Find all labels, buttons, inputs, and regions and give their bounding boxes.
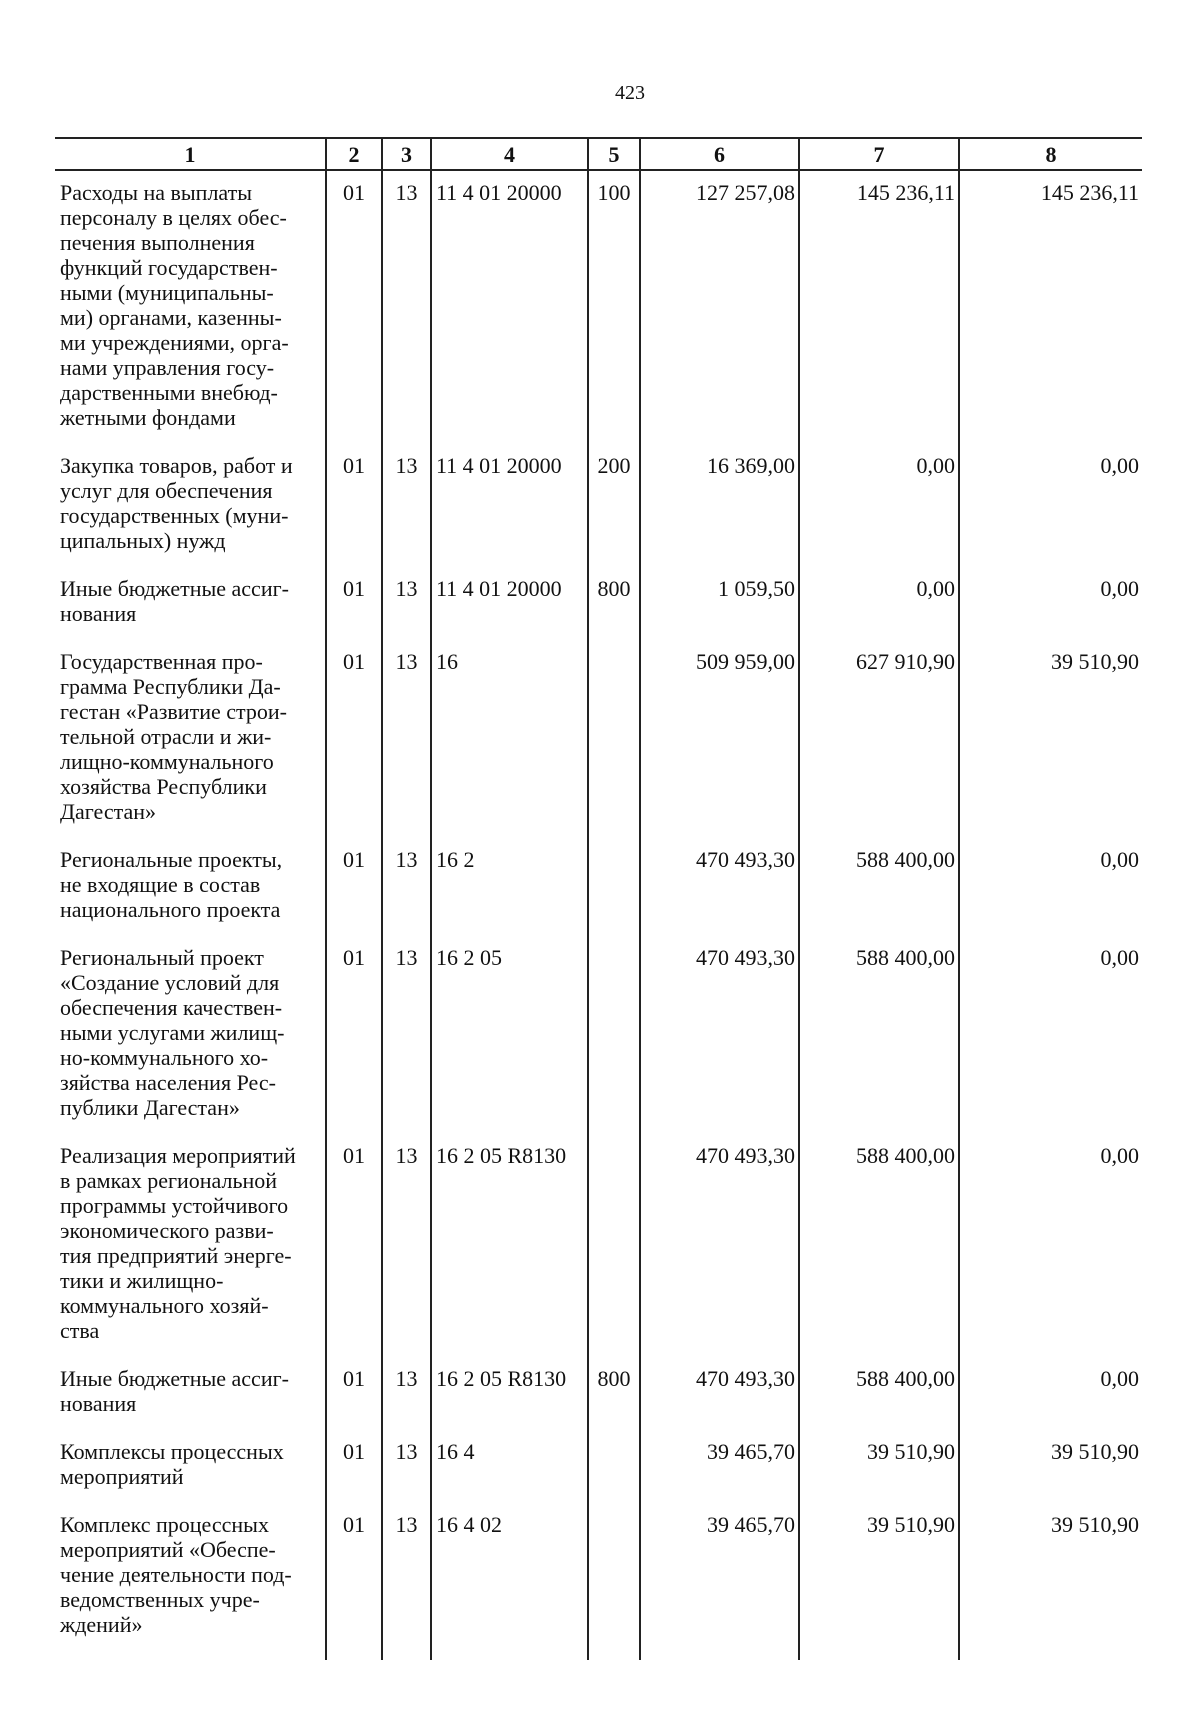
row-expense-type: [588, 1135, 640, 1358]
row-name: [55, 170, 326, 445]
row-name: [55, 1358, 326, 1431]
row-target-article: 16 2 05: [431, 937, 588, 1135]
row-name: [55, 445, 326, 568]
row-subsection-code: 13: [382, 1504, 431, 1652]
row-name-line: ми учреждениями, орга-: [60, 330, 289, 355]
row-name-line: экономического разви-: [60, 1218, 274, 1243]
row-name: [55, 641, 326, 839]
row-name-line: Региональные проекты,: [60, 847, 283, 872]
row-name-line: ждений»: [60, 1612, 143, 1637]
row-amount-col-6: 16 369,00: [640, 445, 799, 568]
row-section-code: 01: [326, 641, 382, 839]
table-row: [55, 641, 1142, 839]
row-target-article: 16 4: [431, 1431, 588, 1504]
row-amount-col-8: 0,00: [959, 937, 1142, 1135]
row-expense-type: 100: [588, 170, 640, 445]
row-amount-col-6: 470 493,30: [640, 1135, 799, 1358]
table-header-row: [55, 138, 1142, 170]
row-target-article: 16: [431, 641, 588, 839]
row-name-line: услуг для обеспечения: [60, 478, 273, 503]
row-amount-col-7: 588 400,00: [799, 839, 959, 937]
row-amount-col-8: 0,00: [959, 1358, 1142, 1431]
row-subsection-code: 13: [382, 1431, 431, 1504]
row-section-code: 01: [326, 1358, 382, 1431]
tail-cell: [55, 1652, 326, 1660]
row-name: [55, 568, 326, 641]
row-name-line: «Создание условий для: [60, 970, 280, 995]
row-name-line: программы устойчивого: [60, 1193, 289, 1218]
row-section-code: 01: [326, 839, 382, 937]
row-name-line: обеспечения качествен-: [60, 995, 283, 1020]
row-amount-col-8: 39 510,90: [959, 1504, 1142, 1652]
row-subsection-code: 13: [382, 937, 431, 1135]
table-row: [55, 937, 1142, 1135]
row-expense-type: [588, 1431, 640, 1504]
row-section-code: 01: [326, 937, 382, 1135]
row-expense-type: [588, 839, 640, 937]
row-expense-type: [588, 937, 640, 1135]
header-col-6: 6: [640, 138, 799, 170]
row-name-line: грамма Республики Да-: [60, 674, 281, 699]
row-amount-col-8: 0,00: [959, 1135, 1142, 1358]
row-amount-col-7: 588 400,00: [799, 937, 959, 1135]
table-row: [55, 568, 1142, 641]
row-name-line: зяйства населения Рес-: [60, 1070, 276, 1095]
header-col-2: 2: [326, 138, 382, 170]
row-name-line: Дагестан»: [60, 799, 157, 824]
row-amount-col-6: 509 959,00: [640, 641, 799, 839]
table-row: [55, 445, 1142, 568]
row-section-code: 01: [326, 1504, 382, 1652]
table-body: [55, 170, 1142, 1660]
row-amount-col-7: 145 236,11: [799, 170, 959, 445]
budget-table: [55, 137, 1142, 1660]
row-amount-col-7: 0,00: [799, 445, 959, 568]
row-name-line: нами управления госу-: [60, 355, 275, 380]
row-target-article: 16 4 02: [431, 1504, 588, 1652]
table-tail-spacer: [55, 1652, 1142, 1660]
row-name-line: дарственными внебюд-: [60, 380, 278, 405]
row-expense-type: [588, 641, 640, 839]
header-col-8: 8: [959, 138, 1142, 170]
row-amount-col-6: 470 493,30: [640, 839, 799, 937]
row-name: [55, 1431, 326, 1504]
row-name-line: государственных (муни-: [60, 503, 289, 528]
row-amount-col-7: 39 510,90: [799, 1504, 959, 1652]
tail-cell: [799, 1652, 959, 1660]
row-name-line: хозяйства Республики: [60, 774, 267, 799]
row-name-line: Реализация мероприятий: [60, 1143, 296, 1168]
header-col-5: 5: [588, 138, 640, 170]
row-expense-type: 200: [588, 445, 640, 568]
row-name: [55, 937, 326, 1135]
row-name-line: нования: [60, 601, 137, 626]
row-amount-col-7: 0,00: [799, 568, 959, 641]
page-number: 423: [615, 82, 645, 104]
table-row: [55, 1504, 1142, 1652]
row-name-line: ными услугами жилищ-: [60, 1020, 285, 1045]
row-name-line: тики и жилищно-: [60, 1268, 224, 1293]
row-amount-col-8: 0,00: [959, 568, 1142, 641]
row-subsection-code: 13: [382, 839, 431, 937]
row-name-line: мероприятий «Обеспе-: [60, 1537, 276, 1562]
row-amount-col-7: 588 400,00: [799, 1135, 959, 1358]
table-row: [55, 1135, 1142, 1358]
row-amount-col-7: 627 910,90: [799, 641, 959, 839]
row-name-line: тельной отрасли и жи-: [60, 724, 272, 749]
table-row: [55, 170, 1142, 445]
row-name-line: гестан «Развитие строи-: [60, 699, 287, 724]
table-row: [55, 1358, 1142, 1431]
row-name-line: Государственная про-: [60, 649, 263, 674]
tail-cell: [326, 1652, 382, 1660]
row-section-code: 01: [326, 1431, 382, 1504]
row-expense-type: [588, 1504, 640, 1652]
tail-cell: [431, 1652, 588, 1660]
row-target-article: 11 4 01 20000: [431, 568, 588, 641]
row-name-line: ства: [60, 1318, 100, 1343]
row-amount-col-6: 127 257,08: [640, 170, 799, 445]
row-name-line: Расходы на выплаты: [60, 180, 253, 205]
row-name-line: не входящие в состав: [60, 872, 261, 897]
row-target-article: 16 2 05 R8130: [431, 1135, 588, 1358]
row-target-article: 16 2 05 R8130: [431, 1358, 588, 1431]
row-name-line: ведомственных учре-: [60, 1587, 260, 1612]
row-amount-col-8: 0,00: [959, 839, 1142, 937]
row-name-line: публики Дагестан»: [60, 1095, 240, 1120]
row-subsection-code: 13: [382, 445, 431, 568]
row-name-line: коммунального хозяй-: [60, 1293, 269, 1318]
header-col-4: 4: [431, 138, 588, 170]
table-row: [55, 839, 1142, 937]
row-name-line: Комплекс процессных: [60, 1512, 269, 1537]
tail-cell: [382, 1652, 431, 1660]
row-amount-col-6: 39 465,70: [640, 1504, 799, 1652]
row-name-line: Закупка товаров, работ и: [60, 453, 293, 478]
row-section-code: 01: [326, 170, 382, 445]
row-expense-type: 800: [588, 1358, 640, 1431]
row-target-article: 11 4 01 20000: [431, 445, 588, 568]
row-amount-col-6: 1 059,50: [640, 568, 799, 641]
row-name-line: нования: [60, 1391, 137, 1416]
row-name-line: Иные бюджетные ассиг-: [60, 576, 289, 601]
row-name-line: но-коммунального хо-: [60, 1045, 269, 1070]
header-col-1: 1: [55, 138, 326, 170]
row-name-line: в рамках региональной: [60, 1168, 278, 1193]
row-amount-col-7: 39 510,90: [799, 1431, 959, 1504]
row-expense-type: 800: [588, 568, 640, 641]
row-subsection-code: 13: [382, 170, 431, 445]
header-col-3: 3: [382, 138, 431, 170]
row-name-line: ципальных) нужд: [60, 528, 226, 553]
row-section-code: 01: [326, 568, 382, 641]
row-name-line: лищно-коммунального: [60, 749, 274, 774]
row-name-line: функций государствен-: [60, 255, 278, 280]
row-name-line: тия предприятий энерге-: [60, 1243, 292, 1268]
row-section-code: 01: [326, 445, 382, 568]
row-target-article: 11 4 01 20000: [431, 170, 588, 445]
row-amount-col-6: 470 493,30: [640, 937, 799, 1135]
row-name-line: национального проекта: [60, 897, 281, 922]
header-col-7: 7: [799, 138, 959, 170]
row-name-line: чение деятельности под-: [60, 1562, 292, 1587]
tail-cell: [959, 1652, 1142, 1660]
tail-cell: [588, 1652, 640, 1660]
row-amount-col-6: 470 493,30: [640, 1358, 799, 1431]
row-subsection-code: 13: [382, 1135, 431, 1358]
row-amount-col-7: 588 400,00: [799, 1358, 959, 1431]
row-subsection-code: 13: [382, 568, 431, 641]
row-subsection-code: 13: [382, 1358, 431, 1431]
row-name-line: Комплексы процессных: [60, 1439, 284, 1464]
row-subsection-code: 13: [382, 641, 431, 839]
row-name-line: ми) органами, казенны-: [60, 305, 282, 330]
table-row: [55, 1431, 1142, 1504]
row-amount-col-8: 39 510,90: [959, 641, 1142, 839]
row-name-line: жетными фондами: [60, 405, 236, 430]
row-name: [55, 1504, 326, 1652]
tail-cell: [640, 1652, 799, 1660]
row-name-line: персоналу в целях обес-: [60, 205, 287, 230]
row-amount-col-8: 0,00: [959, 445, 1142, 568]
row-amount-col-6: 39 465,70: [640, 1431, 799, 1504]
row-name-line: Региональный проект: [60, 945, 264, 970]
row-section-code: 01: [326, 1135, 382, 1358]
row-name-line: ными (муниципальны-: [60, 280, 274, 305]
row-name-line: Иные бюджетные ассиг-: [60, 1366, 289, 1391]
row-name-line: печения выполнения: [60, 230, 255, 255]
row-amount-col-8: 145 236,11: [959, 170, 1142, 445]
row-target-article: 16 2: [431, 839, 588, 937]
row-name: [55, 1135, 326, 1358]
row-name-line: мероприятий: [60, 1464, 184, 1489]
row-amount-col-8: 39 510,90: [959, 1431, 1142, 1504]
row-name: [55, 839, 326, 937]
